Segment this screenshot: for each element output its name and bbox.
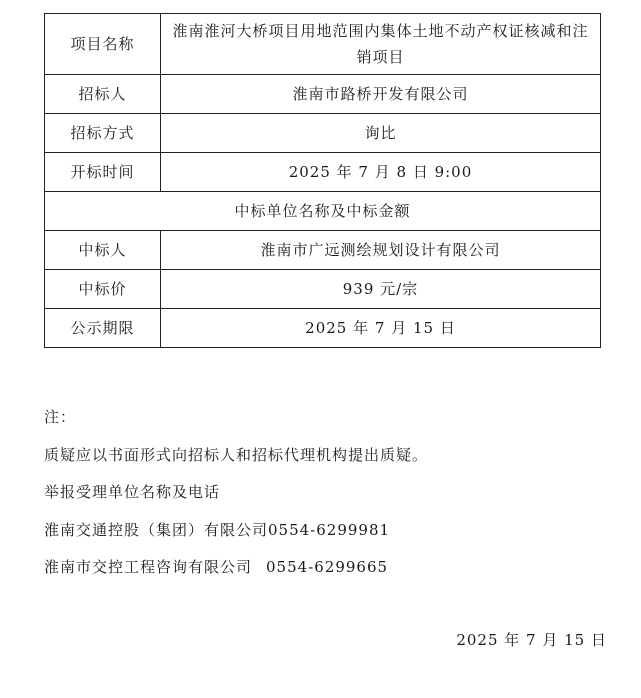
signature-date: 2025 年 7 月 15 日 [456,631,607,649]
award-price-value: 939 元/宗 [161,270,601,309]
project-name-value: 淮南淮河大桥项目用地范围内集体土地不动产权证核减和注销项目 [161,14,601,75]
award-price-label: 中标价 [45,270,161,309]
objection-note: 质疑应以书面形式向招标人和招标代理机构提出质疑。 [44,445,429,464]
publicity-period-label: 公示期限 [45,309,161,348]
bid-opening-label: 开标时间 [45,153,161,192]
award-price-row [45,270,601,309]
notes-heading: 注： [44,408,77,426]
contact-line-2 [44,552,604,590]
tender-method-row [45,114,601,153]
publicity-period-value: 2025 年 7 月 15 日 [161,309,601,348]
tenderer-value: 淮南市路桥开发有限公司 [161,75,601,114]
report-contacts-heading: 举报受理单位名称及电话 [44,483,221,501]
bid-opening-value: 2025 年 7 月 8 日 9:00 [161,153,601,192]
contact-2-phone: 0554-6299665 [266,558,389,576]
winner-label: 中标人 [45,231,161,270]
bid-opening-row [45,153,601,192]
tenderer-row [45,75,601,114]
notes-section [44,402,604,590]
project-name-row [45,14,601,75]
award-info-table [44,13,601,348]
contact-2-name: 淮南市交控工程咨询有限公司 [44,558,253,576]
section-header-row [45,192,601,231]
contact-1-name: 淮南交通控股（集团）有限公司 [44,520,269,539]
tenderer-label: 招标人 [45,75,161,114]
publicity-period-row [45,309,601,348]
winner-row [45,231,601,270]
contact-line-1 [44,515,604,553]
tender-method-label: 招标方式 [45,114,161,153]
contact-1-phone: 0554-6299981 [268,520,391,539]
project-name-label: 项目名称 [45,14,161,75]
tender-method-value: 询比 [161,114,601,153]
section-header: 中标单位名称及中标金额 [45,192,601,231]
winner-value: 淮南市广远测绘规划设计有限公司 [161,231,601,270]
